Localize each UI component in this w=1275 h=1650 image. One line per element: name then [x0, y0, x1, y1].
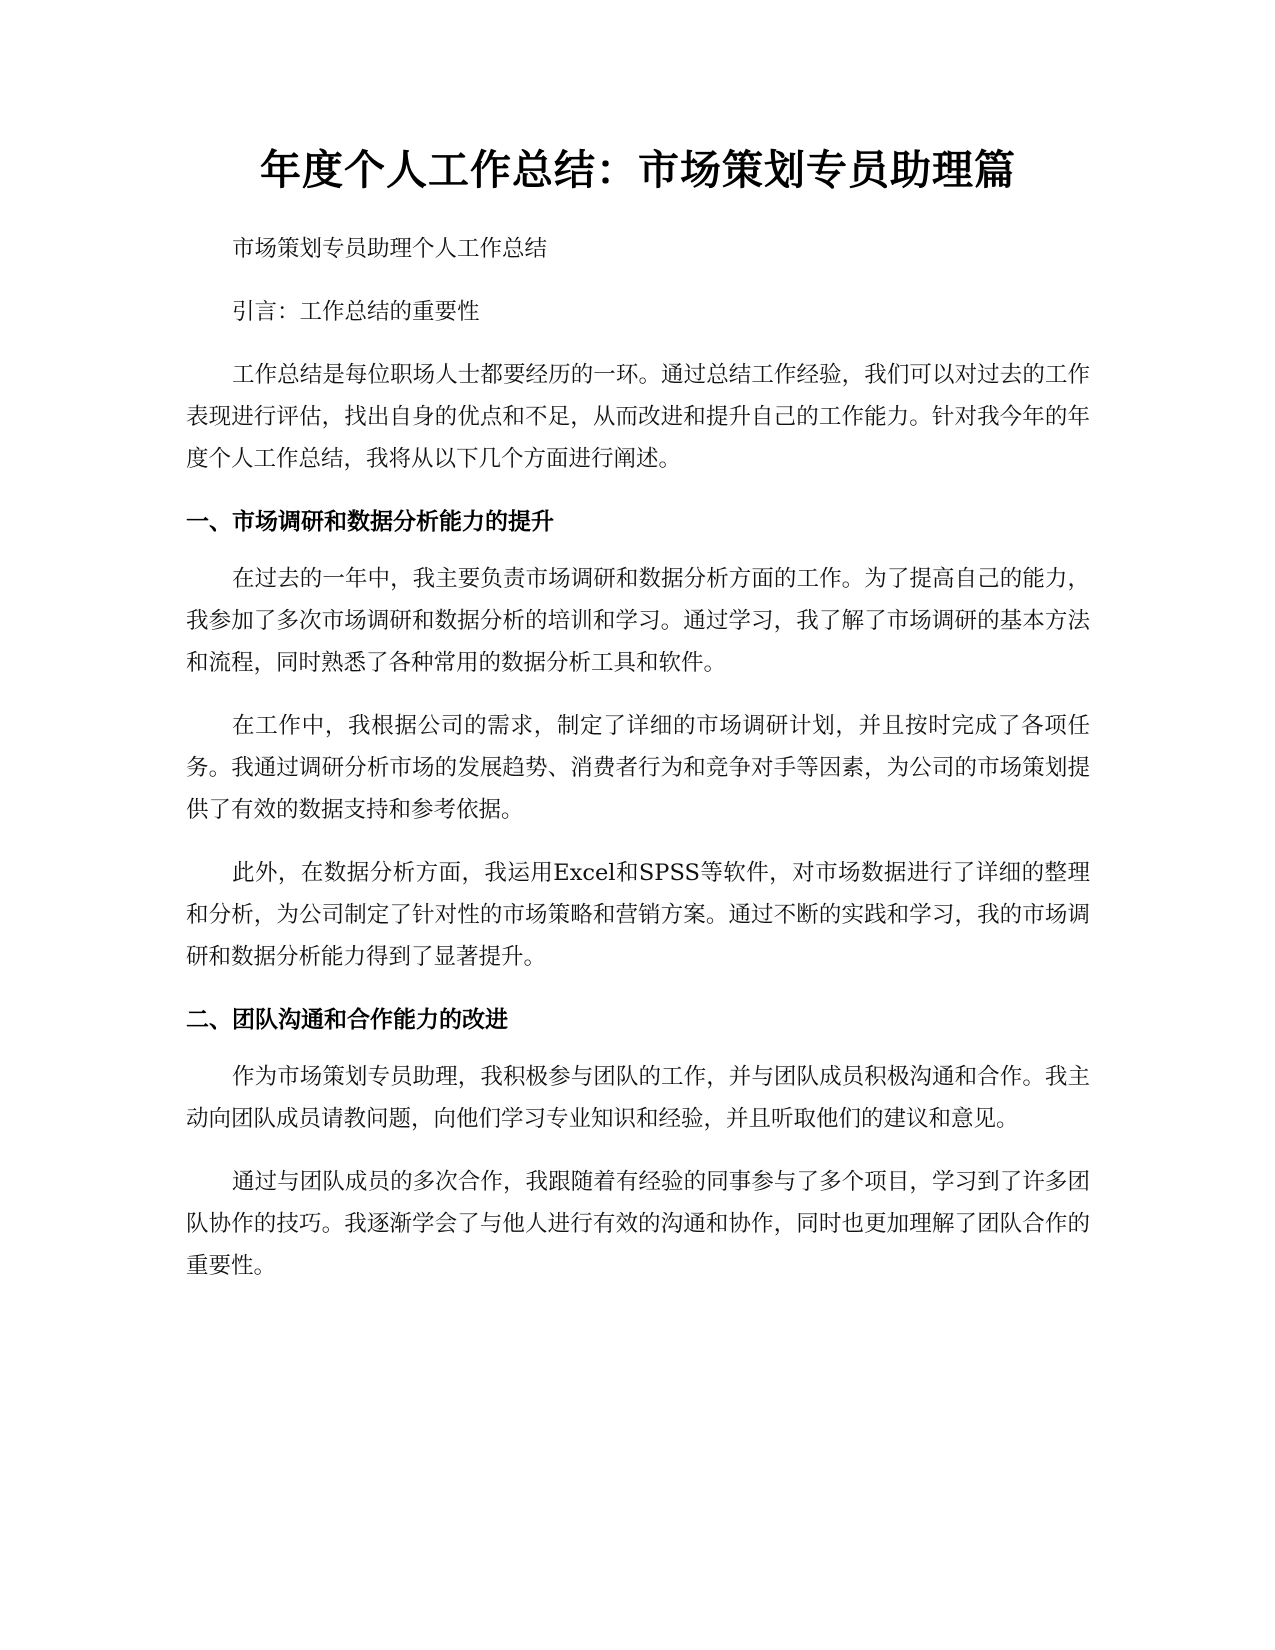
- intro-heading: 引言：工作总结的重要性: [232, 299, 480, 325]
- section-1-paragraph-1: 在过去的一年中，我主要负责市场调研和数据分析方面的工作。为了提高自己的能力，我参加了多次市场调研和数据分析的培训和学习。通过学习，我了解了市场调研的基本方法和流程，同时熟悉了各种常用的数据分析工具和软件。: [186, 566, 1090, 676]
- document-subtitle: 市场策划专员助理个人工作总结: [232, 236, 548, 262]
- section-heading-1: 一、市场调研和数据分析能力的提升: [186, 509, 554, 535]
- section-1-paragraph-2: 在工作中，我根据公司的需求，制定了详细的市场调研计划，并且按时完成了各项任务。我通过调研分析市场的发展趋势、消费者行为和竞争对手等因素，为公司的市场策划提供了有效的数据支持和参考依据。: [186, 713, 1090, 823]
- section-heading-2: 二、团队沟通和合作能力的改进: [186, 1007, 508, 1033]
- document-title: 年度个人工作总结：市场策划专员助理篇: [260, 146, 1016, 194]
- section-2-paragraph-2: 通过与团队成员的多次合作，我跟随着有经验的同事参与了多个项目，学习到了许多团队协作的技巧。我逐渐学会了与他人进行有效的沟通和协作，同时也更加理解了团队合作的重要性。: [186, 1169, 1090, 1279]
- intro-paragraph: 工作总结是每位职场人士都要经历的一环。通过总结工作经验，我们可以对过去的工作表现进行评估，找出自身的优点和不足，从而改进和提升自己的工作能力。针对我今年的年度个人工作总结，我将从以下几个方面进行阐述。: [186, 362, 1090, 472]
- section-1-paragraph-3: 此外，在数据分析方面，我运用Excel和SPSS等软件，对市场数据进行了详细的整理和分析，为公司制定了针对性的市场策略和营销方案。通过不断的实践和学习，我的市场调研和数据分析能力得到了显著提升。: [186, 860, 1090, 970]
- section-2-paragraph-1: 作为市场策划专员助理，我积极参与团队的工作，并与团队成员积极沟通和合作。我主动向团队成员请教问题，向他们学习专业知识和经验，并且听取他们的建议和意见。: [186, 1064, 1090, 1132]
- document-body: [186, 140, 1090, 1308]
